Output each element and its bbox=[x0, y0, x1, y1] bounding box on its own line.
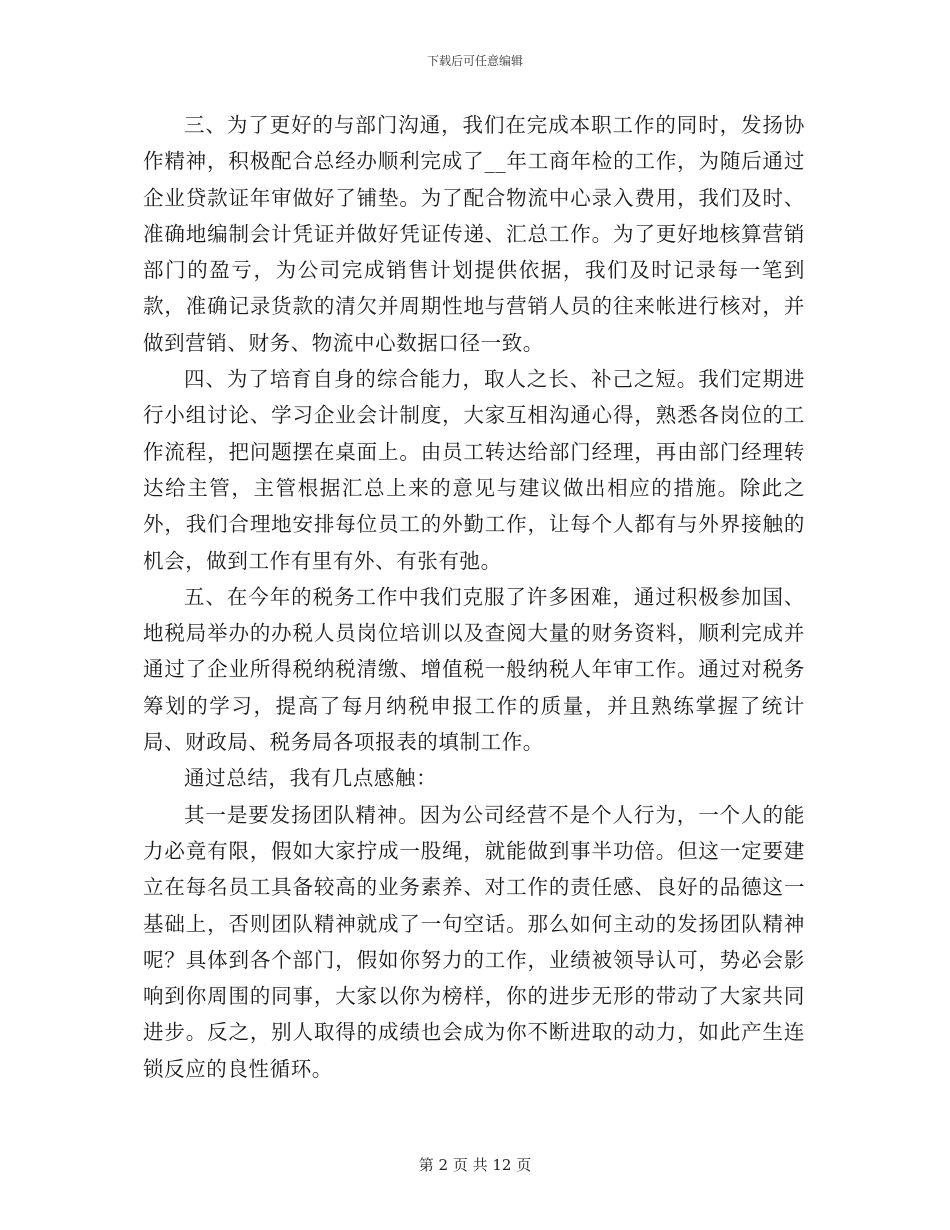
paragraph-summary-intro: 通过总结，我有几点感触： bbox=[184, 766, 438, 791]
paragraph-section-four: 四、为了培育自身的综合能力，取人之长、补己之短。我们定期进行小组讨论、学习企业会计制度，大家互相沟通心得，熟悉各岗位的工作流程，把问题摆在桌面上。由员工转达给部门经理，再由部门经理转达给主管，主管根据汇总上来的意见与建议做出相应的措施。除此之外，我们合理地安排每位员工的外勤工作，让每个人都有与外界接触的机会，做到工作有里有外、有张有弛。 bbox=[143, 367, 805, 573]
paragraph-section-five: 五、在今年的税务工作中我们克服了许多困难，通过积极参加国、地税局举办的办税人员岗位培训以及查阅大量的财务资料，顺利完成并通过了企业所得税纳税清缴、增值税一般纳税人年审工作。通过对税务筹划的学习，提高了每月纳税申报工作的质量，并且熟练掌握了统计局、财政局、税务局各项报表的填制工作。 bbox=[143, 584, 805, 755]
page-number-footer: 第 2 页 共 12 页 bbox=[418, 1156, 532, 1174]
paragraph-section-three: 三、为了更好的与部门沟通，我们在完成本职工作的同时，发扬协作精神，积极配合总经办顺利完成了__年工商年检的工作，为随后通过企业贷款证年审做好了铺垫。为了配合物流中心录入费用，我们及时、准确地编制会计凭证并做好凭证传递、汇总工作。为了更好地核算营销部门的盈亏，为公司完成销售计划提供依据，我们及时记录每一笔到款，准确记录货款的清欠并周期性地与营销人员的往来帐进行核对，并做到营销、财务、物流中心数据口径一致。 bbox=[143, 113, 805, 355]
paragraph-teamwork: 其一是要发扬团队精神。因为公司经营不是个人行为，一个人的能力必竟有限，假如大家拧成一股绳，就能做到事半功倍。但这一定要建立在每名员工具备较高的业务素养、对工作的责任感、良好的品德这一基础上，否则团队精神就成了一句空话。那么如何主动的发扬团队精神呢？具体到各个部门，假如你努力的工作，业绩被领导认可，势必会影响到你周围的同事，大家以你为榜样，你的进步无形的带动了大家共同进步。反之，别人取得的成绩也会成为你不断进取的动力，如此产生连锁反应的良性循环。 bbox=[143, 802, 805, 1081]
document-body bbox=[143, 107, 805, 1087]
page-header: 下载后可任意编辑 bbox=[426, 54, 523, 68]
